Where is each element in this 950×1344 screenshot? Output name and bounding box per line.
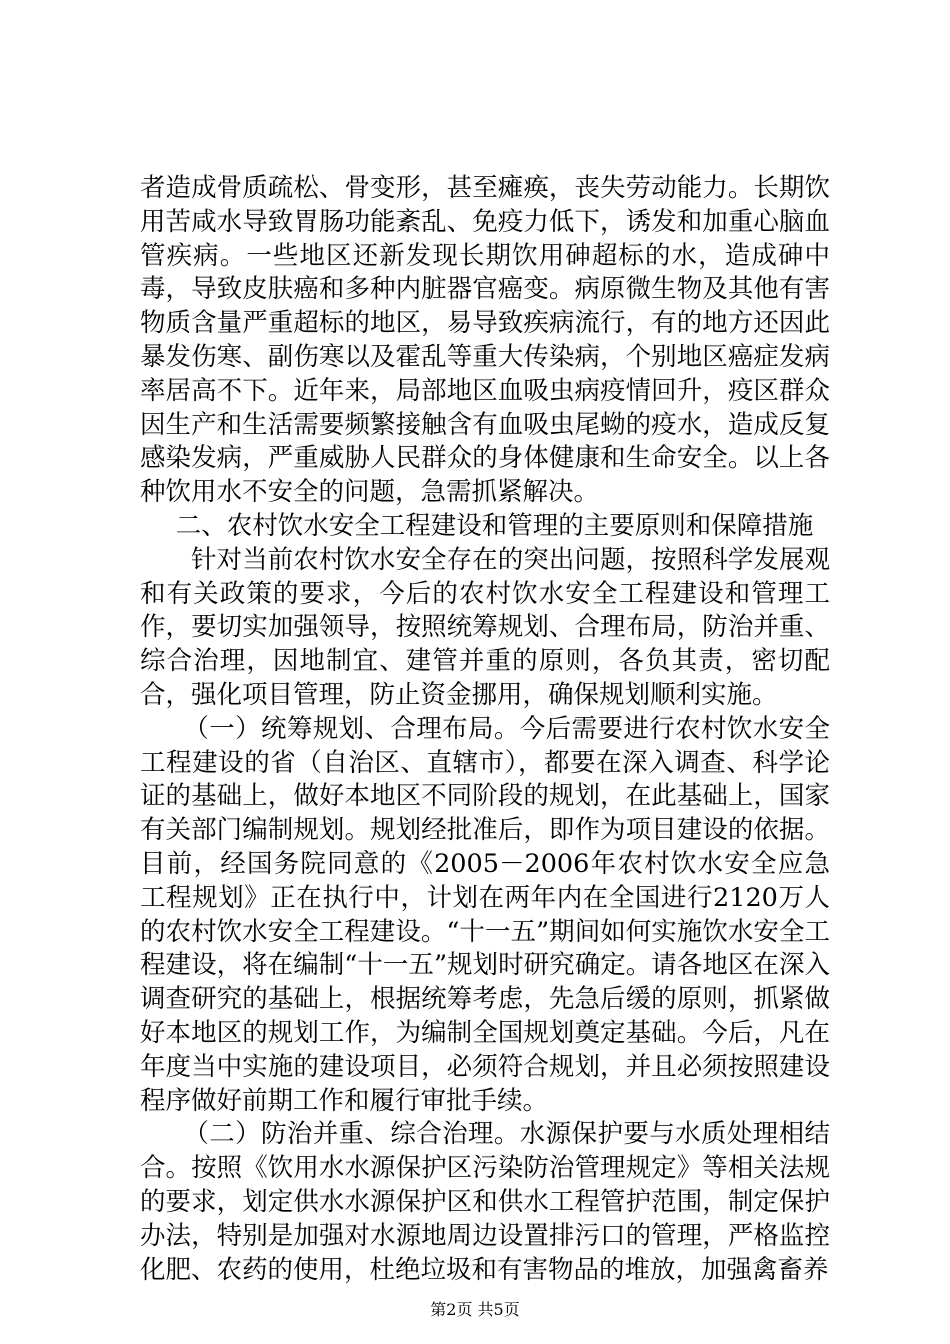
paragraph-principles-intro: 针对当前农村饮水安全存在的突出问题，按照科学发展观和有关政策的要求，今后的农村饮水安全工程建设和管理工作，要切实加强领导，按照统筹规划、合理布局，防治并重、综合治理，因地制宜、建管并重的原则，各负其责，密切配合，强化项目管理，防止资金挪用，确保规划顺利实施。 <box>140 544 830 710</box>
page-number-footer: 第2页 共5页 <box>430 1300 520 1319</box>
paragraph-health-impacts: 者造成骨质疏松、骨变形，甚至瘫痪，丧失劳动能力。长期饮用苦咸水导致胃肠功能紊乱、免疫力低下，诱发和加重心脑血管疾病。一些地区还新发现长期饮用砷超标的水，造成砷中毒，导致皮肤癌和多种内脏器官癌变。病原微生物及其他有害物质含量严重超标的地区，易导致疾病流行，有的地方还因此暴发伤寒、副伤寒以及霍乱等重大传染病，个别地区癌症发病率居高不下。近年来，局部地区血吸虫病疫情回升，疫区群众因生产和生活需要频繁接触含有血吸虫尾蚴的疫水，造成反复感染发病，严重威胁人民群众的身体健康和生命安全。以上各种饮用水不安全的问题，急需抓紧解决。 <box>140 173 830 508</box>
paragraph-prevention-treatment: （二）防治并重、综合治理。水源保护要与水质处理相结合。按照《饮用水水源保护区污染防治管理规定》等相关法规的要求，划定供水水源保护区和供水工程管护范围，制定保护办法，特别是加强对水源地周边设置排污口的管理，严格监控化肥、农药的使用，杜绝垃圾和有害物品的堆放，加强禽畜养 <box>140 1119 830 1285</box>
section-heading-principles: 二、农村饮水安全工程建设和管理的主要原则和保障措施 <box>175 510 814 541</box>
document-body <box>140 172 830 1287</box>
paragraph-planning-layout: （一）统筹规划、合理布局。今后需要进行农村饮水安全工程建设的省（自治区、直辖市），都要在深入调查、科学论证的基础上，做好本地区不同阶段的规划，在此基础上，国家有关部门编制规划。规划经批准后，即作为项目建设的依据。目前，经国务院同意的《2005－2006年农村饮水安全应急工程规划》正在执行中，计划在两年内在全国进行2120万人的农村饮水安全工程建设。“十一五”期间如何实施饮水安全工程建设，将在编制“十一五”规划时研究确定。请各地区在深入调查研究的基础上，根据统筹考虑，先急后缓的原则，抓紧做好本地区的规划工作，为编制全国规划奠定基础。今后，凡在年度当中实施的建设项目，必须符合规划，并且必须按照建设程序做好前期工作和履行审批手续。 <box>140 713 830 1116</box>
